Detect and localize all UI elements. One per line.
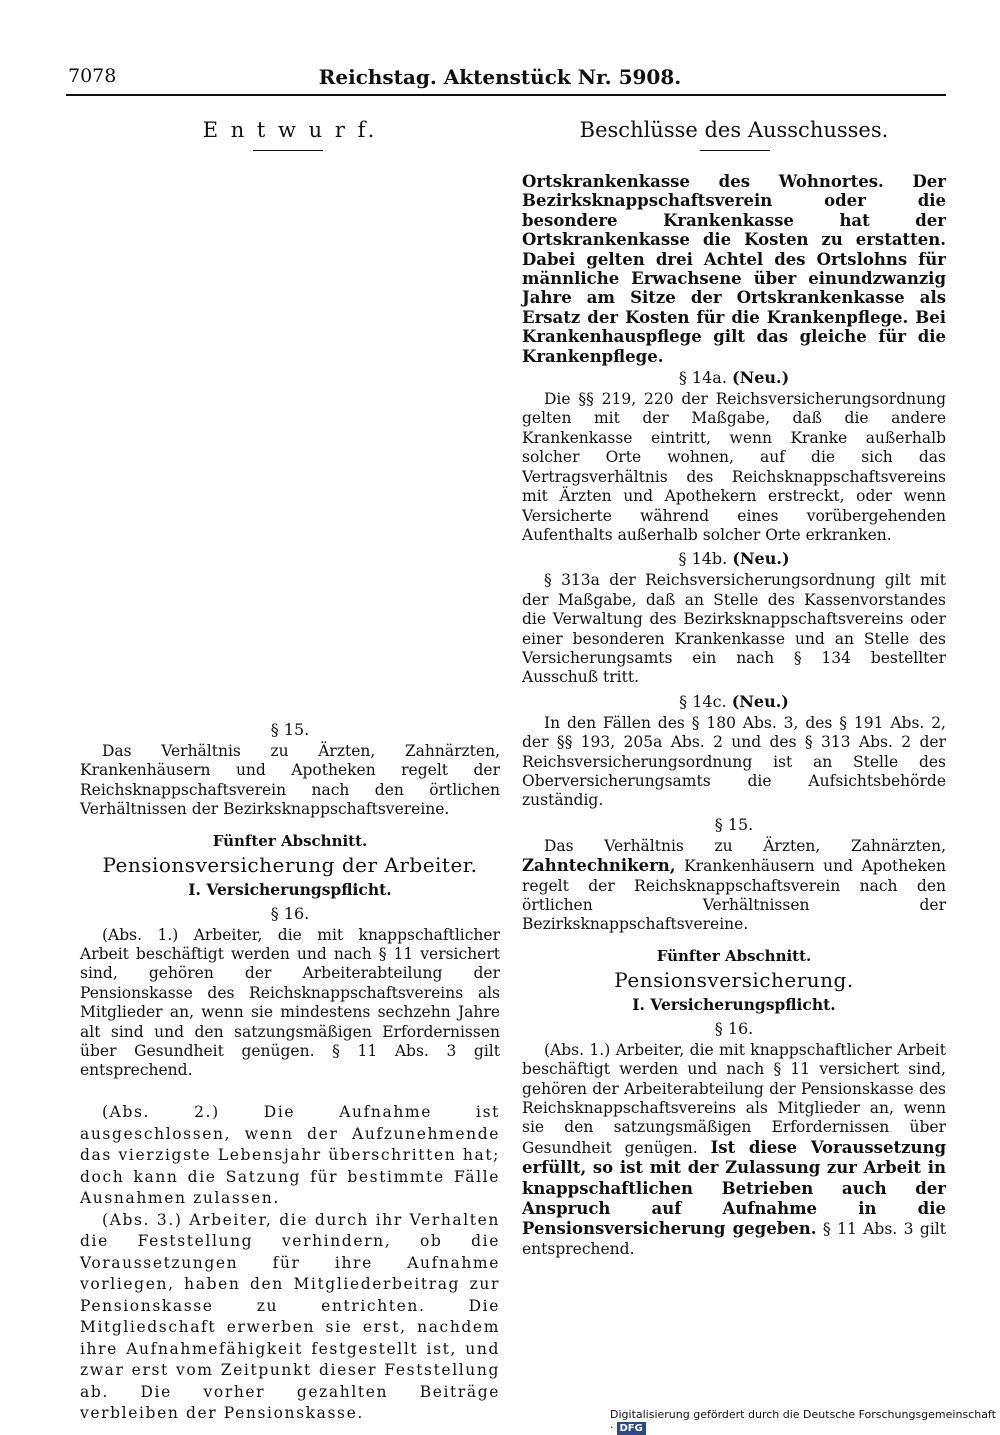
left-section-16-abs2: (Abs. 2.) Die Aufnahme ist ausgeschlossen, wenn der Aufzunehmende das vierzigste Lebensjahr überschritten hat; doch kann die Satzung für bestimmte Fälle Ausnahmen zulassen. xyxy=(80,1103,500,1207)
right-heading-rule xyxy=(700,150,770,151)
section-14b-text: § 313a der Reichsversicherungsordnung gilt mit der Maßgabe, daß an Stelle des Kassenvorstandes die Verwaltung des Bezirksknappschaftsvereins oder einer besonderen Krankenkasse und an Stelle des Versicherungsamts ein nach § 134 bestellter Ausschuß tritt. xyxy=(522,571,946,687)
left-column-lower xyxy=(80,1102,500,1425)
left-section-16-abs3: (Abs. 3.) Arbeiter, die durch ihr Verhalten die Feststellung verhindern, ob die Voraussetzungen für ihre Aufnahme vorliegen, haben den Mitgliederbeitrag zur Pensionskasse zu entrichten. Die Mitgliedschaft erwerben sie erst, nachdem ihre Aufnahmefähigkeit festgestellt ist, und zwar erst vom Zeitpunkt dieser Feststellung ab. Die vorher gezahlten Beiträge verbleiben der Pensionskasse. xyxy=(80,1210,500,1422)
section-14a-number: § 14a. xyxy=(678,368,727,388)
section-14c-title xyxy=(522,690,946,714)
left-column-heading: E n t w u r f. xyxy=(202,118,378,142)
left-section-16-title: § 16. xyxy=(270,903,310,923)
left-abschnitt-title: Pensionsversicherung der Arbeiter. xyxy=(102,852,478,877)
section-14b-number: § 14b. xyxy=(678,549,728,569)
right-subtitle xyxy=(522,993,946,1017)
right-s16-abs1-a: (Abs. 1.) Arbeiter, die mit knappschaftlicher Arbeit beschäftigt werden und nach § 11 versichert sind, gehören der Arbeiterabteilung der Pensionskasse des Reichsknappschaftsvereins als Mitglieder an, wenn sie den satzungsmäßigen Erfordernissen über Gesundheit genügen. xyxy=(522,1040,946,1157)
left-section-15-title: § 15. xyxy=(270,720,310,739)
right-subtitle-text: I. Versicherungspflicht. xyxy=(632,994,836,1014)
left-heading-rule xyxy=(253,150,323,151)
right-section-15-text xyxy=(522,837,946,935)
section-14a-neu: (Neu.) xyxy=(732,368,790,388)
footer-credit xyxy=(610,1408,1000,1435)
left-subtitle xyxy=(80,878,500,902)
footer-text: Digitalisierung gefördert durch die Deutsche Forschungsgemeinschaft · xyxy=(610,1408,996,1434)
right-section-16-title: § 16. xyxy=(714,1018,754,1038)
left-column xyxy=(80,718,500,1081)
section-14c-number: § 14c. xyxy=(679,691,727,711)
section-14c-neu: (Neu.) xyxy=(731,691,789,711)
right-section-15-title: § 15. xyxy=(714,814,754,834)
page-number: 7078 xyxy=(68,65,117,87)
section-14c-text: In den Fällen des § 180 Abs. 3, des § 191 Abs. 2, der §§ 193, 205a Abs. 2 und des § 313 Abs. 2 der Reichsversicherungsordnung ist an Stelle des Oberversicherungsamts die Aufsichtsbehörde zuständig. xyxy=(522,713,946,810)
right-s15-text-a: Das Verhältnis zu Ärzten, Zahnärzten, xyxy=(544,836,946,855)
left-subtitle-text: I. Versicherungspflicht. xyxy=(188,879,392,899)
left-section-15-text: Das Verhältnis zu Ärzten, Zahnärzten, Krankenhäusern und Apotheken regelt der Reichsknappschaftsverein nach den örtlichen Verhältnissen der Bezirksknappschaftsvereine. xyxy=(80,742,500,819)
dfg-logo: DFG xyxy=(617,1422,646,1435)
section-14a-text: Die §§ 219, 220 der Reichsversicherungsordnung gelten mit der Maßgabe, daß die andere Krankenkasse eintritt, wenn Kranke außerhalb solcher Orte wohnen, auf die sich das Vertragsverhältnis des Reichsknappschaftsvereins mit Ärzten und Apothekern erstreckt, oder wenn Versicherte während eines vorübergehenden Aufenthalts außerhalb solcher Orte erkranken. xyxy=(522,390,946,544)
right-s16-abs1-bold: Ist diese Voraussetzung erfüllt, so ist mit der Zulassung zur Arbeit in knappschaftlichen Betrieben auch der Anspruch auf Aufnahme in die Pensionsversicherung gegeben. xyxy=(522,1137,946,1239)
left-section-16-abs1: (Abs. 1.) Arbeiter, die mit knappschaftlicher Arbeit beschäftigt werden und nach § 11 versichert sind, gehören der Arbeiterabteilung der Pensionskasse des Reichsknappschaftsvereins als Mitglieder an, wenn sie mindestens sechzehn Jahre alt sind und den satzungsmäßigen Erfordernissen über Gesundheit genügen. § 11 Abs. 3 gilt entsprechend. xyxy=(80,925,500,1080)
right-abschnitt-title: Pensionsversicherung. xyxy=(614,967,854,992)
right-s15-text-b: Krankenhäusern und Apotheken regelt der Reichsknappschaftsverein nach den örtlichen Verhältnissen der Bezirksknappschaftsvereine. xyxy=(522,857,946,934)
ortskrankenkasse-paragraph: Ortskrankenkasse des Wohnortes. Der Bezirksknappschaftsverein oder die besondere Krankenkasse hat der Ortskrankenkasse die Kosten zu erstatten. Dabei gelten drei Achtel des Ortslohns für männliche Erwachsene über einundzwanzig Jahre am Sitze der Ortskrankenkasse als Ersatz der Kosten für die Krankenpflege. Bei Krankenhauspflege gilt das gleiche für die Krankenpflege. xyxy=(522,172,946,366)
right-column-heading: Beschlüsse des Ausschusses. xyxy=(579,118,889,142)
right-s15-text-bold: Zahntechnikern, xyxy=(522,856,676,876)
right-s16-abs1-b: § 11 Abs. 3 gilt entsprechend. xyxy=(522,1220,946,1258)
right-column xyxy=(522,172,946,1259)
running-head: Reichstag. Aktenstück Nr. 5908. xyxy=(318,65,682,89)
left-abschnitt-label: Fünfter Abschnitt. xyxy=(212,831,368,850)
section-14b-title xyxy=(522,547,946,571)
section-14a-title xyxy=(522,366,946,390)
right-abschnitt-label: Fünfter Abschnitt. xyxy=(656,946,812,965)
section-14b-neu: (Neu.) xyxy=(732,549,790,569)
header-rule xyxy=(66,94,946,96)
right-section-16-abs1 xyxy=(522,1041,946,1259)
